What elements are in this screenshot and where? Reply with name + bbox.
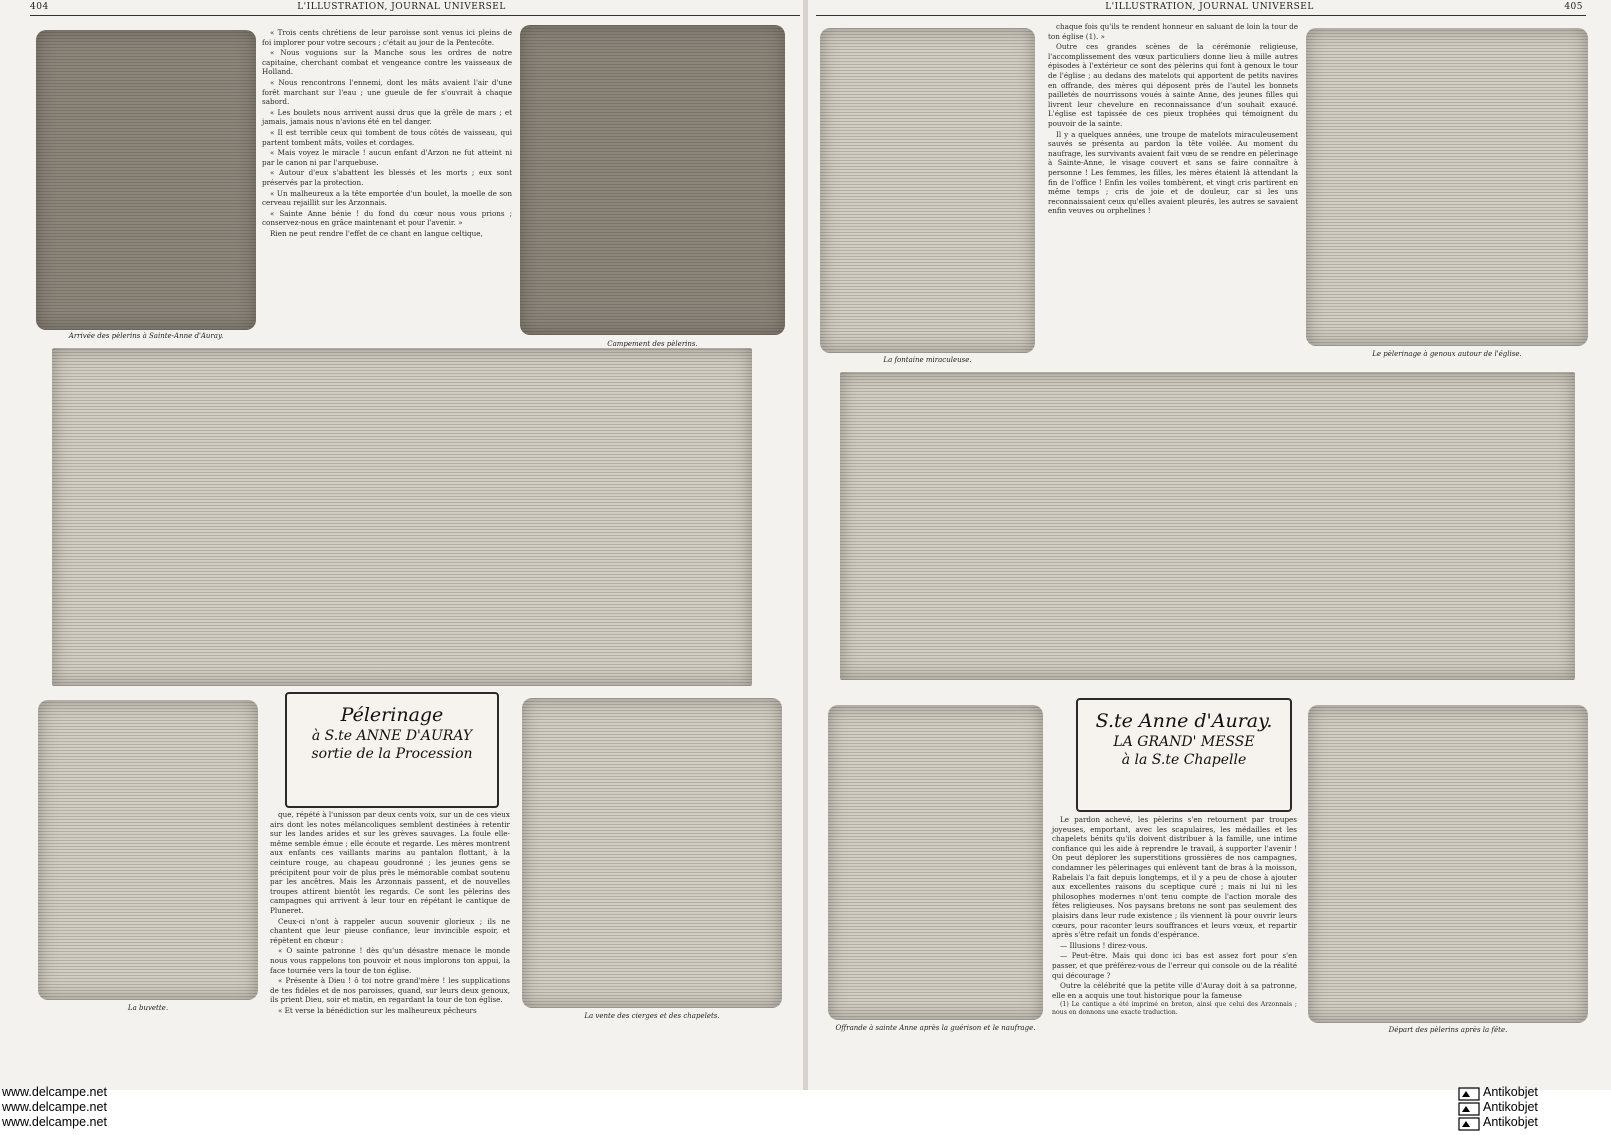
watermark-antikobjet-3: Antikobjet — [1483, 1115, 1538, 1129]
illustration-procession — [52, 348, 752, 686]
illustration-vente-cierges — [522, 698, 782, 1008]
caption-buvette: La buvette. — [127, 1004, 169, 1012]
cartouche-left-line3: sortie de la Procession — [311, 746, 473, 762]
watermark-delcampe-2: www.delcampe.net — [2, 1100, 107, 1114]
caption-genoux: Le pèlerinage à genoux autour de l'église. — [1372, 350, 1522, 358]
caption-depart: Départ des pèlerins après la fête. — [1388, 1026, 1508, 1034]
caption-fontaine: La fontaine miraculeuse. — [883, 356, 972, 364]
illustration-arrivee — [36, 30, 256, 330]
left-text-column-bottom: que, répété à l'unisson par deux cents voix, sur un de ces vieux airs dont les notes mélancoliques semblent destinées à retentir sur les landes arides et sur les grèves sauvages. La foule elle-même semble émue ; elle écoute et regarde. Les mères montrent aux enfants ces vaillants marins au pantalon flottant, à la ceinture rouge, au chapeau goudronné ; les jeunes gens se précipitent pour voir de plus près le mémorable combat soutenu par les ancêtres. Mais les Arzonnais passent, et de nouvelles troupes attirent bientôt les regards. Ce sont les pèlerins des campagnes qui arrivent à leur tour en répétant le cantique de Pluneret. Ceux-ci n'ont à rappeler aucun souvenir glorieux ; ils ne chantent que leur pieuse confiance, leur invincible espoir, et répètent en chœur : « O sainte patronne ! dès qu'un désastre menace le monde nous vous rappelons ton pouvoir et nous implorons ton appui, la face tournée vers la tour de ton église. « Présente à Dieu ! ô toi notre grand'mère ! les supplications de tes fidèles et de nos paroisses, quand, sur leurs deux genoux, ils prient Dieu, soir et matin, en regardant la tour de ton église. « Et verse la bénédiction sur les malheureux pêcheurs — [270, 810, 510, 1015]
antikobjet-logo-icon — [1458, 1116, 1480, 1135]
illustration-grand-messe — [840, 372, 1575, 680]
illustration-pelerinage-genoux — [1306, 28, 1588, 346]
illustration-fontaine — [820, 28, 1035, 353]
left-page — [0, 0, 803, 1090]
left-head-rule — [30, 15, 800, 16]
watermark-delcampe-1: www.delcampe.net — [2, 1085, 107, 1099]
caption-offrande: Offrande à sainte Anne après la guérison et le naufrage. — [835, 1024, 1036, 1032]
right-text-column-bottom: Le pardon achevé, les pèlerins s'en retournent par troupes joyeuses, emportant, avec les scapulaires, les médailles et les chapelets bénits qu'ils doivent distribuer à la famille, une intime confiance qui les aide à reprendre le travail, à supporter l'avenir ! On peut déplorer les superstitions grossières de nos campagnes, condamner les pèlerinages qui enlèvent tant de bras à la moisson, Rabelais l'a fait depuis longtemps, et il y a peu de chose à ajouter aux excellentes raisons du sceptique curé ; mais ni lui ni les philosophes modernes n'ont tenu compte de l'action morale des fêtes religieuses. Nos paysans bretons ne sont pas seulement des plaisirs dans leur rude existence ; ils viennent là pour ouvrir leurs cœurs, pour raconter leurs souffrances et leurs vœux, et repartir après s'être refait un fonds d'espérance. — Illusions ! direz-vous. — Peut-être. Mais qui donc ici bas est assez fort pour s'en passer, et que préférez-vous de l'erreur qui console ou de la réalité qui décourage ? Outre la célébrité que la petite ville d'Auray doit à sa patronne, elle en a acquis une tout historique pour la fameuse (1) Le cantique a été imprimé en breton, ainsi que celui des Arzonnais ; nous en donnons une exacte traduction. — [1052, 815, 1297, 1017]
cartouche-left-line1: Pélerinage — [340, 704, 444, 726]
title-cartouche-right — [1076, 698, 1292, 812]
cartouche-right-line2: LA GRAND' MESSE — [1113, 734, 1255, 750]
right-running-title: L'ILLUSTRATION, JOURNAL UNIVERSEL — [1105, 2, 1314, 12]
cartouche-right-line1: S.te Anne d'Auray. — [1095, 710, 1273, 732]
watermark-antikobjet-1: Antikobjet — [1483, 1085, 1538, 1099]
illustration-depart — [1308, 705, 1588, 1023]
watermark-footer — [0, 1085, 1611, 1131]
right-head-rule — [816, 15, 1586, 16]
left-page-number: 404 — [30, 2, 49, 12]
left-text-column-top: « Trois cents chrétiens de leur paroisse sont venus ici pleins de foi implorer pour votre secours ; c'était au jour de la Pentecôte. « Nous voguions sur la Manche sous les ordres de notre capitaine, cherchant combat et vengeance contre les vaisseaux de Holland. « Nous rencontrons l'ennemi, dont les mâts avaient l'air d'une forêt marchant sur l'eau ; une gueule de fer s'ouvrait à chaque sabord. « Les boulets nous arrivent aussi drus que la grêle de mars ; et jamais, jamais nous n'avions été en tel danger. « Il est terrible ceux qui tombent de tous côtés de vaisseau, qui partent tombent mâts, voiles et cordages. « Mais voyez le miracle ! aucun enfant d'Arzon ne fut atteint ni par le canon ni par l'arquebuse. « Autour d'eux s'abattent les blessés et les morts ; eux sont préservés par la protection. « Un malheureux a la tête emportée d'un boulet, la moelle de son cerveau rejaillit sur les Arzonnais. « Sainte Anne bénie ! du fond du cœur nous vous prions ; conservez-nous en grâce maintenant et pour l'avenir. » Rien ne peut rendre l'effet de ce chant en langue celtique, — [262, 28, 512, 238]
left-running-title: L'ILLUSTRATION, JOURNAL UNIVERSEL — [297, 2, 506, 12]
caption-arrivee: Arrivée des pèlerins à Sainte-Anne d'Auray. — [68, 332, 224, 340]
caption-campement: Campement des pèlerins. — [607, 340, 698, 348]
right-running-head — [808, 2, 1611, 16]
illustration-campement — [520, 25, 785, 335]
illustration-buvette — [38, 700, 258, 1000]
cartouche-right-line3: à la S.te Chapelle — [1121, 752, 1247, 768]
caption-vente: La vente des cierges et des chapelets. — [584, 1012, 720, 1020]
right-text-column-top: chaque fois qu'ils te rendent honneur en saluant de loin la tour de ton église (1). » Outre ces grandes scènes de la cérémonie religieuse, l'accomplissement des vœux particuliers donne lieu à mille autres épisodes à l'extérieur ce sont des pèlerins qui font à genoux le tour de l'église ; au dedans des matelots qui apportent de petits navires en offrande, des mères qui déposent près de l'autel les bonnets pailletés de nourrissons voués à sainte Anne, des jeunes filles qui livrent leur chevelure en reconnaissance d'un souhait exaucé. L'église est tapissée de ces pieux trophées qui témoignent du pouvoir de la sainte. Il y a quelques années, une troupe de matelots miraculeusement sauvés se présenta au pardon la tête voilée. Au moment du naufrage, les survivants avaient fait vœu de se rendre en pèlerinage à Sainte-Anne, le visage couvert et sans se faire connaître à personne ! Les femmes, les filles, les mères étaient là attendant la fin de l'office ! Enfin les voiles tombèrent, et vingt cris partirent en même temps ; cris de joie et de douleur, car si les uns reconnaissaient ceux qu'elles avaient pleurés, les autres se savaient enfin veuves ou orphelines ! — [1048, 22, 1298, 216]
watermark-delcampe-3: www.delcampe.net — [2, 1115, 107, 1129]
left-running-head — [0, 2, 803, 16]
cartouche-left-line2: à S.te ANNE D'AURAY — [311, 728, 473, 744]
right-page — [808, 0, 1611, 1090]
title-cartouche-left — [285, 692, 499, 808]
illustration-offrande — [828, 705, 1043, 1020]
right-page-number: 405 — [1564, 2, 1583, 12]
watermark-antikobjet-2: Antikobjet — [1483, 1100, 1538, 1114]
